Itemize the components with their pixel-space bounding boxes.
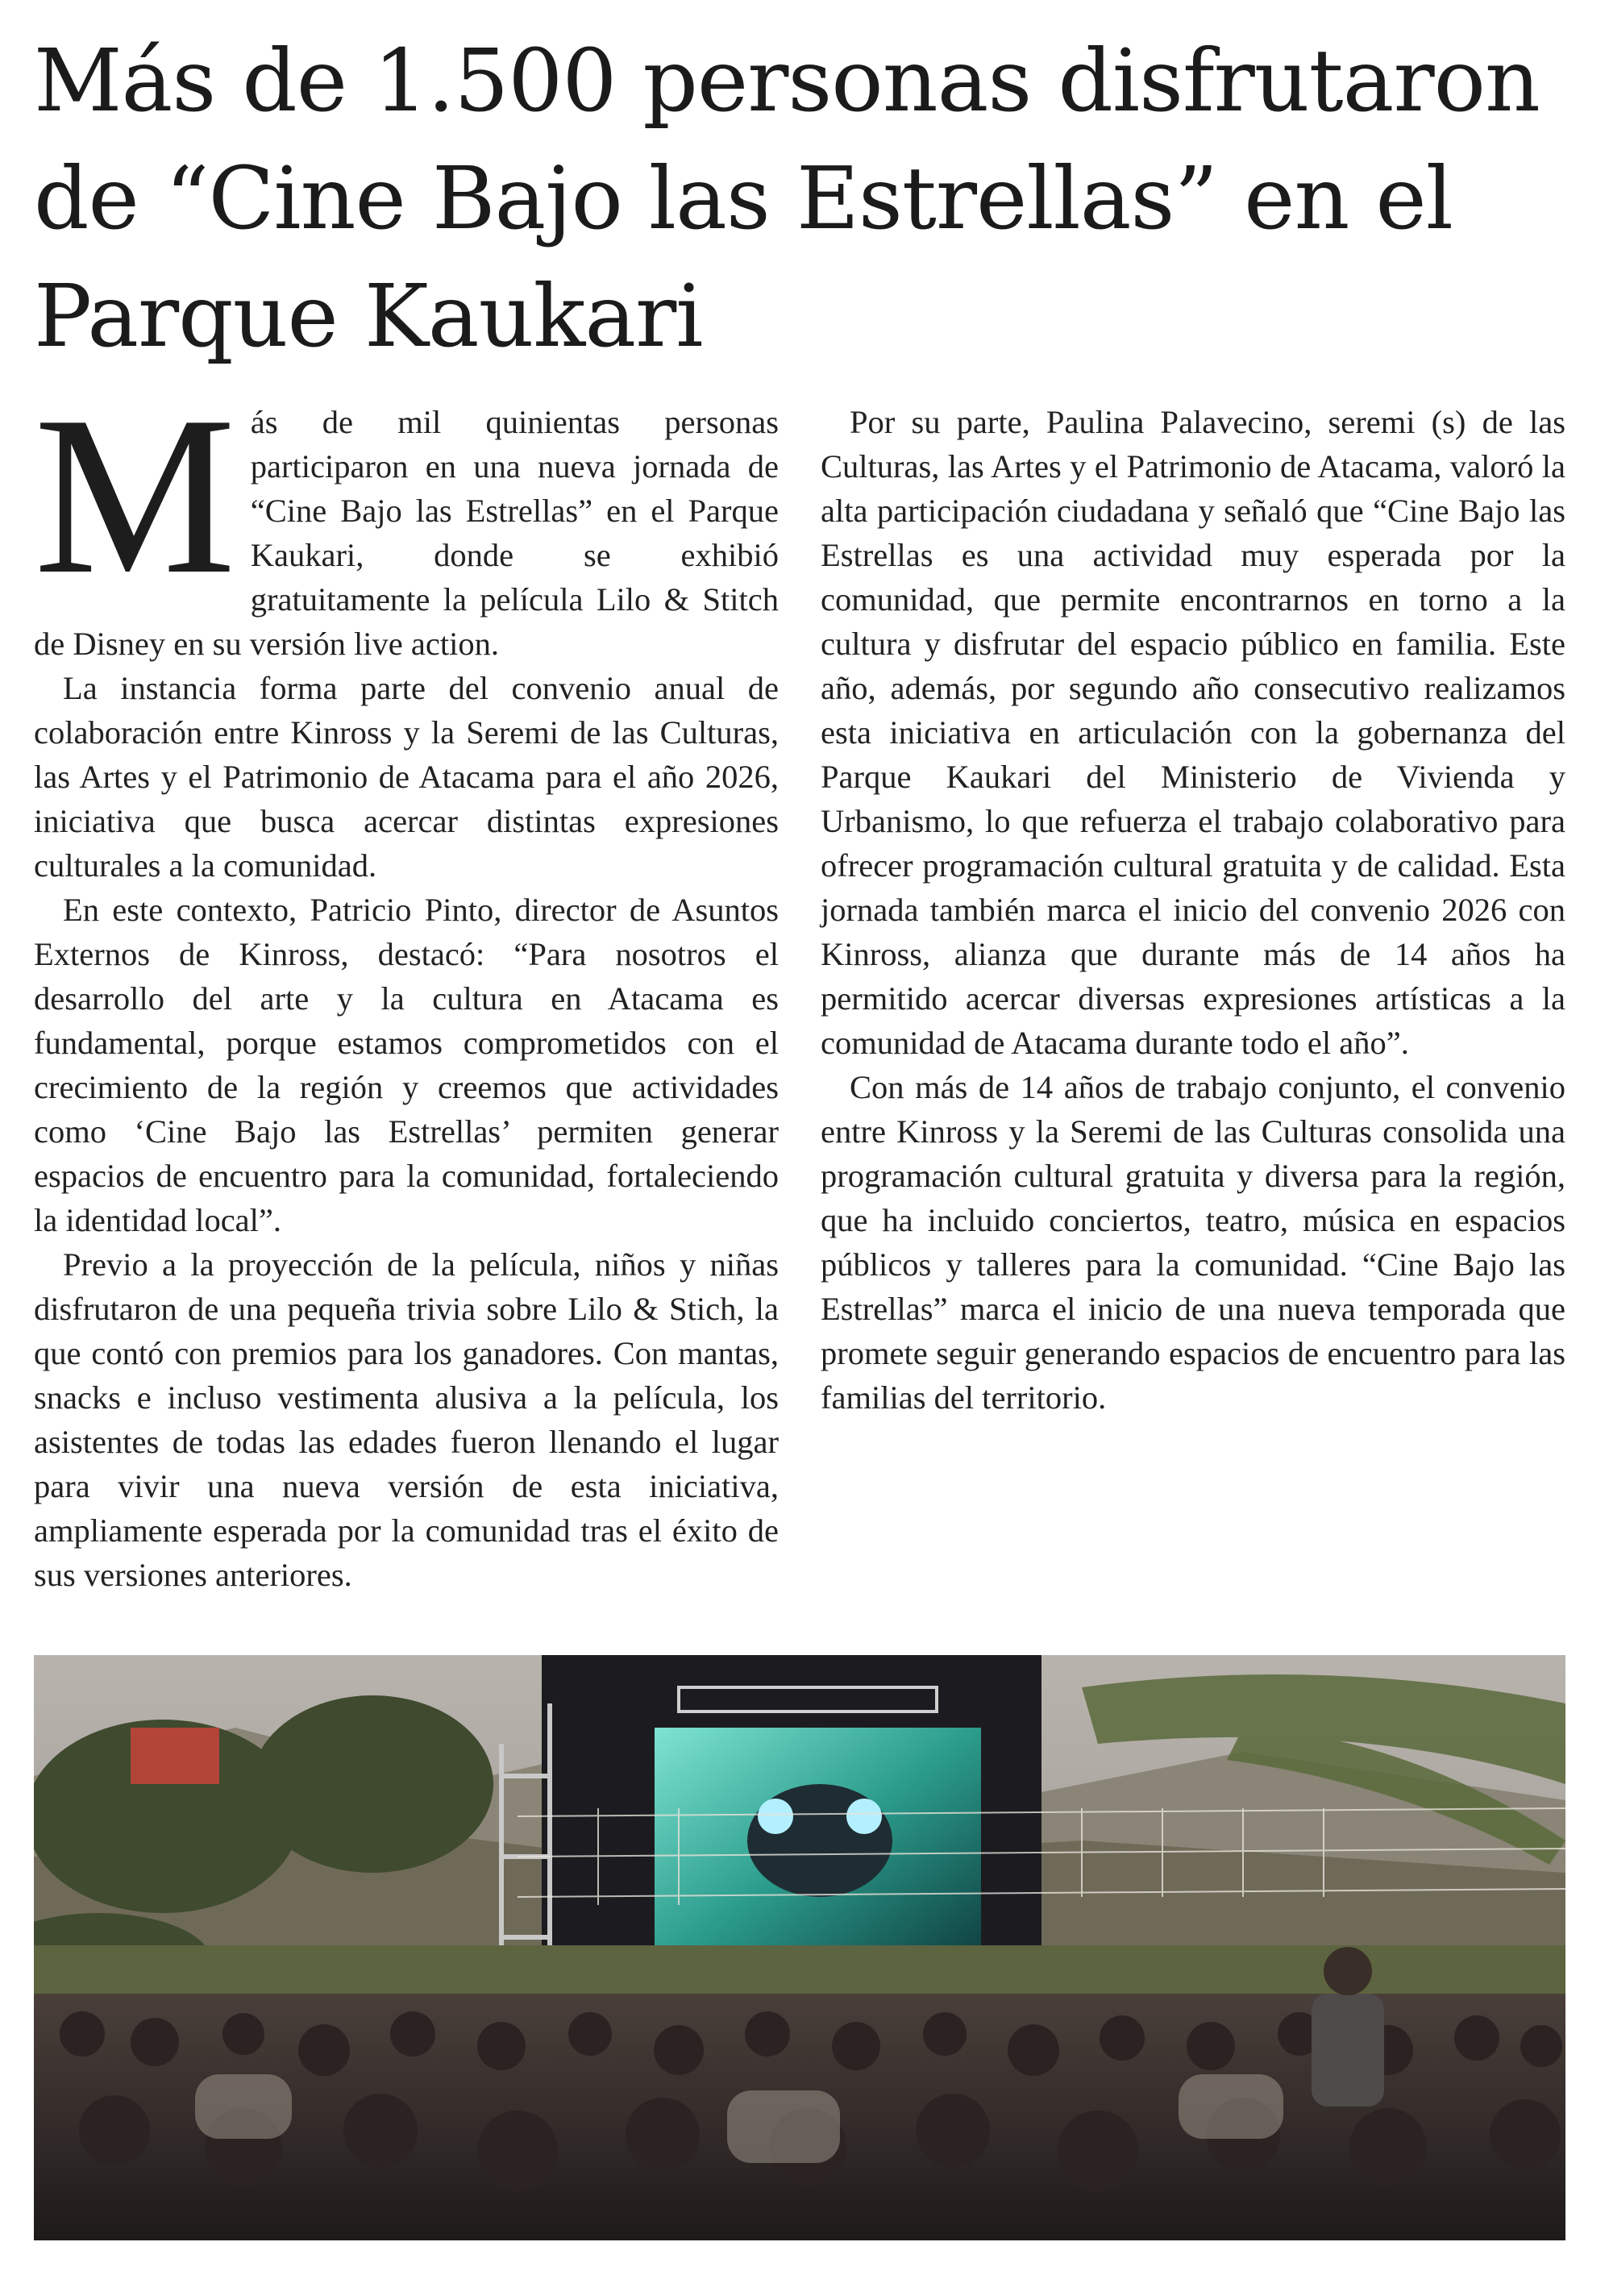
paragraph-1-text: ás de mil quinientas personas participaron en una nueva jornada de “Cine Bajo las Estrellas” en el Parque Kaukari, donde se exhibió gratuitamente la película Lilo & Stitch de Disney en su versión live action. xyxy=(34,404,779,662)
drop-cap: M xyxy=(34,369,236,621)
article-paragraph-1 xyxy=(34,369,779,666)
headline: Más de 1.500 personas disfrutaron de “Cine Bajo las Estrellas” en el Parque Kaukari xyxy=(34,31,1540,367)
article-column-right xyxy=(821,400,1565,1420)
event-photo-illustration xyxy=(34,1655,1565,2240)
article-paragraph-5: Por su parte, Paulina Palavecino, seremi (s) de las Culturas, las Artes y el Patrimonio de Atacama, valoró la alta participación ciudadana y señaló que “Cine Bajo las Estrellas es una actividad muy esperada por la comunidad, que permite encontrarnos en torno a la cultura y disfrutar del espacio público en familia. Este año, además, por segundo año consecutivo realizamos esta iniciativa en articulación con la gobernanza del Parque Kaukari del Ministerio de Vivienda y Urbanismo, lo que refuerza el trabajo colaborativo para ofrecer programación cultural gratuita y de calidad. Esta jornada también marca el inicio del convenio 2026 con Kinross, alianza que durante más de 14 años ha permitido acercar diversas expresiones artísticas a la comunidad de Atacama durante todo el año”. xyxy=(821,404,1565,1061)
article-paragraph-4: Previo a la proyección de la película, niños y niñas disfrutaron de una pequeña trivia sobre Lilo & Stich, la que contó con premios para los ganadores. Con mantas, snacks e incluso vestimenta alusiva a la película, los asistentes de todas las edades fueron llenando el lugar para vivir una nueva versión de esta iniciativa, ampliamente esperada por la comunidad tras el éxito de sus versiones anteriores. xyxy=(34,1246,779,1593)
article-paragraph-3: En este contexto, Patricio Pinto, director de Asuntos Externos de Kinross, destacó: “Para nosotros el desarrollo del arte y la cultura en Atacama es fundamental, porque estamos comprometidos con el crecimiento de la región y creemos que actividades como ‘Cine Bajo las Estrellas’ permiten generar espacios de encuentro para la comunidad, fortaleciendo la identidad local”. xyxy=(34,892,779,1238)
article-column-left xyxy=(34,369,779,1597)
event-photo xyxy=(34,1655,1565,2240)
article-paragraph-6: Con más de 14 años de trabajo conjunto, el convenio entre Kinross y la Seremi de las Culturas consolida una programación cultural gratuita y diversa para la región, que ha incluido conciertos, teatro, música en espacios públicos y talleres para la comunidad. “Cine Bajo las Estrellas” marca el inicio de una nueva temporada que promete seguir generando espacios de encuentro para las familias del territorio. xyxy=(821,1069,1565,1416)
article-paragraph-2: La instancia forma parte del convenio anual de colaboración entre Kinross y la Seremi de las Culturas, las Artes y el Patrimonio de Atacama para el año 2026, iniciativa que busca acercar distintas expresiones culturales a la comunidad. xyxy=(34,670,779,884)
